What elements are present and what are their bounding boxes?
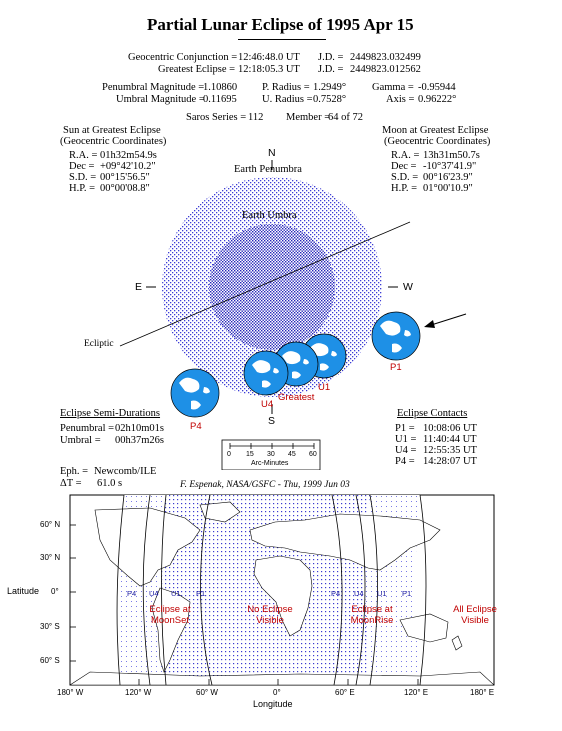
region-all-visible-label	[450, 604, 500, 626]
region-no-eclipse-line2: Visible	[256, 615, 284, 626]
ephemeris: Newcomb/ILE	[94, 466, 157, 477]
penumbral-magnitude-label: Penumbral Magnitude =	[102, 82, 205, 93]
region-moonset-label	[148, 604, 192, 626]
moon-u4	[244, 351, 288, 395]
delta-t-label: ΔT =	[60, 478, 82, 489]
scale-tick-60: 60	[309, 451, 317, 458]
scale-tick-15: 15	[246, 451, 254, 458]
motion-arrow	[424, 314, 466, 328]
contact-p1-label: P1 =	[395, 423, 415, 434]
u-radius-label: U. Radius =	[262, 94, 313, 105]
label-p4: P4	[190, 421, 202, 432]
sun-subheading: (Geocentric Coordinates)	[60, 136, 167, 147]
moon-subheading: (Geocentric Coordinates)	[384, 136, 491, 147]
umbral-duration-label: Umbral =	[60, 435, 101, 446]
ecliptic-label: Ecliptic	[84, 339, 114, 349]
page-title: Partial Lunar Eclipse of 1995 Apr 15	[147, 15, 414, 34]
lon-tick-60w: 60° W	[196, 688, 218, 697]
moon-p4	[171, 369, 219, 417]
lat-tick-60n: 60° N	[40, 520, 61, 529]
penumbral-magnitude: 1.10860	[203, 82, 238, 93]
lat-tick-60s: 60° S	[40, 656, 60, 665]
lon-tick-180e: 180° E	[470, 688, 495, 697]
delta-t: 61.0 s	[97, 478, 123, 489]
moon-hp: 01°00'10.9"	[423, 183, 473, 194]
curve-label-u4-east: U4	[354, 589, 364, 598]
east-label: E	[135, 281, 143, 293]
west-label: W	[403, 281, 413, 293]
north-label: N	[268, 147, 276, 159]
saros: 112	[248, 112, 264, 123]
map-ylabel: Latitude	[7, 586, 40, 596]
contact-p4: 14:28:07 UT	[423, 456, 477, 467]
moon-sd: 00°16'23.9"	[423, 172, 473, 183]
region-no-eclipse-line1: No Eclipse	[247, 604, 293, 615]
map-xlabel: Longitude	[253, 699, 293, 709]
lon-tick-120e: 120° E	[404, 688, 429, 697]
lon-tick-0: 0°	[273, 688, 281, 697]
sun-dec: +09°42'10.2"	[100, 161, 156, 172]
south-label: S	[268, 415, 276, 427]
curve-label-p1-east: P1	[402, 589, 412, 598]
sun-dec-label: Dec =	[69, 161, 95, 172]
curve-label-u1-east: U1	[377, 589, 387, 598]
region-moonset-line1: Eclipse at	[149, 604, 191, 615]
label-u1: U1	[318, 382, 331, 393]
conjunction-label: Geocentric Conjunction =	[128, 52, 238, 63]
durations-heading: Eclipse Semi-Durations	[60, 408, 161, 419]
axis-label: Axis =	[386, 94, 415, 105]
sun-heading: Sun at Greatest Eclipse	[63, 125, 161, 136]
region-moonrise-line2: MoonRise	[350, 615, 394, 626]
gamma-label: Gamma =	[372, 82, 414, 93]
moon-ra: 13h31m50.7s	[423, 150, 480, 161]
lat-tick-0: 0°	[51, 587, 59, 596]
moon-ra-label: R.A. =	[391, 150, 420, 161]
sun-sd-label: S.D. =	[69, 172, 97, 183]
contact-u1-label: U1 =	[395, 434, 417, 445]
sun-ra-label: R.A. =	[69, 150, 98, 161]
contact-u4-label: U4 =	[395, 445, 417, 456]
contact-p4-label: P4 =	[395, 456, 415, 467]
contact-u1: 11:40:44 UT	[423, 434, 477, 445]
penumbra-label: Earth Penumbra	[234, 164, 302, 175]
scale-tick-45: 45	[288, 451, 296, 458]
sun-ra: 01h32m54.9s	[100, 150, 157, 161]
greatest-jd-label: J.D. =	[318, 64, 344, 75]
moon-dec: -10°37'41.9"	[423, 161, 477, 172]
lon-tick-180w: 180° W	[57, 688, 84, 697]
umbral-magnitude-label: Umbral Magnitude =	[116, 94, 205, 105]
lon-tick-120w: 120° W	[125, 688, 152, 697]
moon-p1	[372, 312, 420, 360]
credit: F. Espenak, NASA/GSFC - Thu, 1999 Jun 03	[180, 480, 350, 490]
curve-label-u4-west: U4	[149, 589, 159, 598]
member-label: Member =	[286, 112, 331, 123]
earth-umbra	[209, 224, 335, 350]
region-all-visible-line1: All Eclipse	[453, 604, 497, 615]
umbral-duration: 00h37m26s	[115, 435, 165, 446]
curve-label-u1-west: U1	[171, 589, 181, 598]
moon-hp-label: H.P. =	[391, 183, 418, 194]
greatest-jd: 2449823.012562	[350, 64, 421, 75]
greatest-label: Greatest Eclipse =	[158, 64, 236, 75]
sun-hp-label: H.P. =	[69, 183, 96, 194]
conjunction-jd: 2449823.032499	[350, 52, 421, 63]
sun-hp: 00°00'08.8"	[100, 183, 150, 194]
contacts-heading: Eclipse Contacts	[397, 408, 468, 419]
u-radius: 0.7528°	[313, 94, 347, 105]
conjunction-jd-label: J.D. =	[318, 52, 344, 63]
lat-tick-30n: 30° N	[40, 553, 61, 562]
greatest-time: 12:18:05.3 UT	[238, 64, 300, 75]
moon-heading: Moon at Greatest Eclipse	[382, 125, 489, 136]
scale-tick-30: 30	[267, 451, 275, 458]
scale-tick-0: 0	[227, 451, 231, 458]
region-moonrise-line1: Eclipse at	[351, 604, 393, 615]
curve-label-p1-west: P1	[196, 589, 206, 598]
label-u4: U4	[261, 399, 274, 410]
moon-sd-label: S.D. =	[391, 172, 419, 183]
scale-label: Arc-Minutes	[251, 460, 289, 467]
region-moonset-line2: MoonSet	[150, 615, 190, 626]
sun-sd: 00°15'56.5"	[100, 172, 150, 183]
moon-dec-label: Dec =	[391, 161, 417, 172]
member: 64 of 72	[328, 112, 363, 123]
ephemeris-label: Eph. =	[60, 466, 89, 477]
penumbral-duration-label: Penumbral =	[60, 423, 115, 434]
contact-u4: 12:55:35 UT	[423, 445, 477, 456]
umbra-label: Earth Umbra	[242, 210, 297, 221]
conjunction-time: 12:46:48.0 UT	[238, 52, 300, 63]
p-radius: 1.2949°	[313, 82, 347, 93]
gamma: -0.95944	[418, 82, 456, 93]
curve-label-p4-east: P4	[331, 589, 341, 598]
region-all-visible-line2: Visible	[461, 615, 489, 626]
axis: 0.96222°	[418, 94, 457, 105]
label-greatest: Greatest	[278, 392, 315, 403]
p-radius-label: P. Radius =	[262, 82, 310, 93]
region-no-eclipse-label	[245, 604, 295, 626]
label-p1: P1	[390, 362, 402, 373]
contact-p1: 10:08:06 UT	[423, 423, 477, 434]
curve-label-p4-west: P4	[127, 589, 137, 598]
umbral-magnitude: 0.11695	[203, 94, 237, 105]
lon-tick-60e: 60° E	[335, 688, 355, 697]
penumbral-duration: 02h10m01s	[115, 423, 165, 434]
lat-tick-30s: 30° S	[40, 622, 60, 631]
saros-label: Saros Series =	[186, 112, 247, 123]
region-moonrise-label	[348, 604, 396, 626]
